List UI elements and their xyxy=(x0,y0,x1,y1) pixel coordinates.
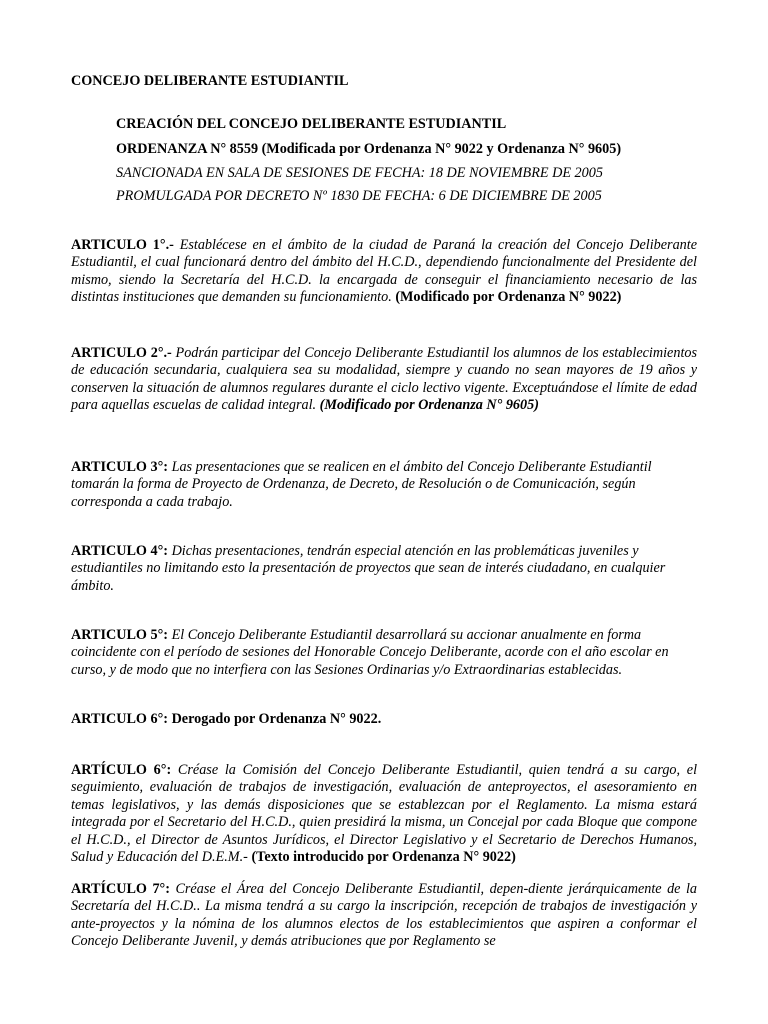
article-4-label: ARTICULO 4°: xyxy=(71,543,169,559)
article-7-text: Créase el Área del Concejo Deliberante Estudiantil, depen-diente jerárquicamente de la Secretaría del H.C.D.. La misma tendrá a su cargo la inscripción, recepción de trabajos de investigación y ante-proyectos y la nómina de los alumnos electos de los establecimientos que aspiren a conformar el Concejo Deliberante Juvenil, y demás atribuciones que por Reglamento se xyxy=(71,881,697,950)
article-4-text: Dichas presentaciones, tendrán especial atención en las problemáticas juveniles y estudiantiles no limitando esto la presentación de proyectos que sean de interés ciudadano, en cualquier ámbito. xyxy=(71,543,666,594)
article-7 xyxy=(71,881,697,951)
promulgation-date: PROMULGADA POR DECRETO Nº 1830 DE FECHA: 6 DE DICIEMBRE DE 2005 xyxy=(116,188,602,204)
ordinance-heading: ORDENANZA N° 8559 (Modificada por Ordenanza N° 9022 y Ordenanza N° 9605) xyxy=(116,141,622,157)
article-2-label: ARTICULO 2°.- xyxy=(71,345,172,361)
article-3-label: ARTICULO 3°: xyxy=(71,459,169,475)
article-3 xyxy=(71,459,697,511)
article-2-note: (Modificado por Ordenanza N° 9605) xyxy=(319,397,539,414)
article-3-text: Las presentaciones que se realicen en el ámbito del Concejo Deliberante Estudiantil tomarán la forma de Proyecto de Ordenanza, de Decreto, de Resolución o de Comunicación, según corresponda a cada trabajo. xyxy=(71,459,652,510)
article-6-label: ARTÍCULO 6°: xyxy=(71,762,172,778)
article-5 xyxy=(71,627,697,679)
creation-heading: CREACIÓN DEL CONCEJO DELIBERANTE ESTUDIANTIL xyxy=(116,116,507,132)
article-6-derogated-label: ARTICULO 6°: xyxy=(71,711,169,727)
article-7-label: ARTÍCULO 7°: xyxy=(71,881,170,897)
article-1-note: (Modificado por Ordenanza N° 9022) xyxy=(395,289,622,306)
article-1 xyxy=(71,237,697,307)
article-5-text: El Concejo Deliberante Estudiantil desarrollará su accionar anualmente en forma coincidente con el período de sesiones del Honorable Concejo Deliberante, acorde con el año escolar en curso, y de modo que no interfiera con las Sesiones Ordinarias y/o Extraordinarias establecidas. xyxy=(71,627,669,678)
article-1-text: Establécese en el ámbito de la ciudad de Paraná la creación del Concejo Deliberante Estudiantil, el cual funcionará dentro del ámbito del H.C.D., dependiendo funcionalmente del Presidente del mismo, siendo la Secretaría del H.C.D. la encargada de conseguir el financiamiento necesario de las distintas instituciones que demanden su funcionamiento. xyxy=(71,237,698,306)
article-6-derogated xyxy=(71,711,697,728)
article-1-label: ARTICULO 1°.- xyxy=(71,237,174,253)
article-6 xyxy=(71,762,697,866)
article-6-derogated-text: Derogado por Ordenanza N° 9022. xyxy=(171,711,382,727)
article-2 xyxy=(71,345,697,415)
article-4 xyxy=(71,543,697,595)
sanction-date: SANCIONADA EN SALA DE SESIONES DE FECHA: 18 DE NOVIEMBRE DE 2005 xyxy=(116,165,603,181)
article-2-text: Podrán participar del Concejo Deliberante Estudiantil los alumnos de los establecimientos de educación secundaria, cualquiera sea su modalidad, siempre y cuando no sean mayores de 19 años y conserven la situación de alumnos regulares durante el ciclo lectivo vigente. Exceptuándose el límite de edad para aquellas escuelas de calidad integral. xyxy=(71,345,697,414)
article-5-label: ARTICULO 5°: xyxy=(71,627,169,643)
article-6-note: (Texto introducido por Ordenanza N° 9022) xyxy=(251,849,516,866)
document-title: CONCEJO DELIBERANTE ESTUDIANTIL xyxy=(71,73,349,89)
article-6-text: Créase la Comisión del Concejo Deliberante Estudiantil, quien tendrá a su cargo, el seguimiento, evaluación de trabajos de investigación, evaluación de anteproyectos, el asesoramiento en temas legislativos, y las demás disposiciones que se establezcan por el Reglamento. La misma estará integrada por el Secretario del H.C.D., quien presidirá la misma, un Concejal por cada Bloque que compone el H.C.D., el Director de Asuntos Jurídicos, el Director Legislativo y el Secretario de Derechos Humanos, Salud y Educación del D.E.M.- xyxy=(71,762,698,866)
